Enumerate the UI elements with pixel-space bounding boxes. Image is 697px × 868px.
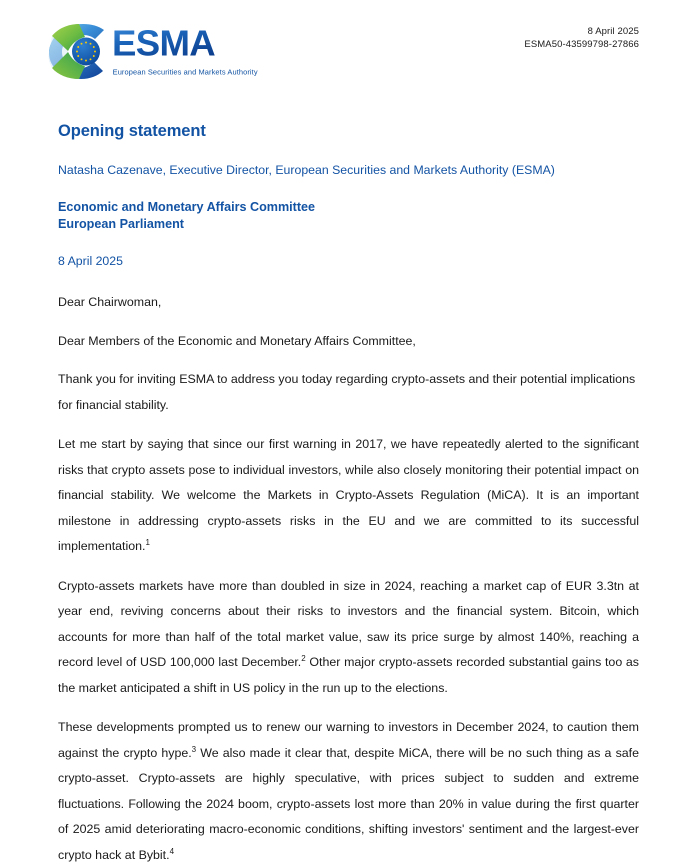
esma-logo-icon bbox=[48, 22, 108, 80]
salutation-chairwoman: Dear Chairwoman, bbox=[58, 295, 162, 309]
statement-date: 8 April 2025 bbox=[58, 254, 123, 268]
esma-wordmark-text: ESMA bbox=[112, 24, 216, 64]
paragraph-thank-you: Thank you for inviting ESMA to address you today regarding crypto-assets and their potential implications for financial stability. bbox=[58, 372, 636, 412]
document-header bbox=[58, 0, 639, 96]
footnote-marker-1: 1 bbox=[145, 537, 150, 547]
document-reference-number: ESMA50-43599798-27866 bbox=[524, 39, 639, 50]
esma-logo bbox=[48, 22, 308, 80]
footnote-marker-4: 4 bbox=[169, 846, 175, 856]
page-title: Opening statement bbox=[58, 122, 206, 140]
esma-tagline-text: European Securities and Markets Authority bbox=[112, 67, 258, 77]
footnote-marker-3: 3 bbox=[191, 744, 197, 754]
committee-line-2: European Parliament bbox=[58, 217, 184, 231]
paragraph-market-growth-text-1: Crypto-assets markets have more than doubled in size in 2024, reaching a market cap of EUR 3.3tn at year end, reviving concerns about their risks to investors and the financial system. Bitcoin, which accounts for more than half of the total market value, saw its price surge by almost 140%, reaching a record level of USD 100,000 last December. bbox=[58, 578, 639, 669]
paragraph-investor-warning-text-1: These developments prompted us to renew our warning to investors in December 2024, to caution them against the crypto hype. bbox=[58, 720, 639, 760]
paragraph-investor-warning-text-2: We also made it clear that, despite MiCA, there will be no such thing as a safe crypto-asset. Crypto-assets are highly speculative, with prices subject to sudden and extreme fluctuations. Following the 2024 boom, crypto-assets lost more than 20% in value during the first quarter of 2025 amid deteriorating macro-economic conditions, shifting investors' sentiment and the largest-ever crypto hack at Bybit. bbox=[58, 745, 639, 862]
paragraph-investor-warning bbox=[58, 715, 639, 868]
committee-line-1: Economic and Monetary Affairs Committee bbox=[58, 200, 316, 214]
paragraph-market-growth-text-2: Other major crypto-assets recorded substantial gains too as the market anticipated a shift in US policy in the run up to the elections. bbox=[58, 655, 639, 695]
paragraph-market-growth bbox=[58, 574, 639, 702]
committee-heading bbox=[58, 199, 639, 233]
byline: Natasha Cazenave, Executive Director, European Securities and Markets Authority (ESMA) bbox=[58, 163, 555, 177]
footnote-marker-2: 2 bbox=[301, 653, 306, 663]
salutation-members: Dear Members of the Economic and Monetary Affairs Committee, bbox=[58, 333, 416, 348]
paragraph-warning-history bbox=[58, 432, 639, 560]
esma-logo-text bbox=[112, 22, 308, 79]
esma-wordmark bbox=[112, 24, 308, 66]
esma-tagline bbox=[112, 65, 308, 79]
document-body bbox=[58, 290, 639, 868]
document-reference-block bbox=[524, 25, 639, 51]
paragraph-warning-history-text: Let me start by saying that since our first warning in 2017, we have repeatedly alerted to the significant risks that crypto assets pose to individual investors, while also closely monitoring their potential impact on financial stability. We welcome the Markets in Crypto-Assets Regulation (MiCA). It is an important milestone in addressing crypto-assets risks in the EU and we are committed to its successful implementation. bbox=[58, 437, 639, 553]
document-date: 8 April 2025 bbox=[587, 26, 639, 37]
title-block bbox=[58, 122, 639, 268]
